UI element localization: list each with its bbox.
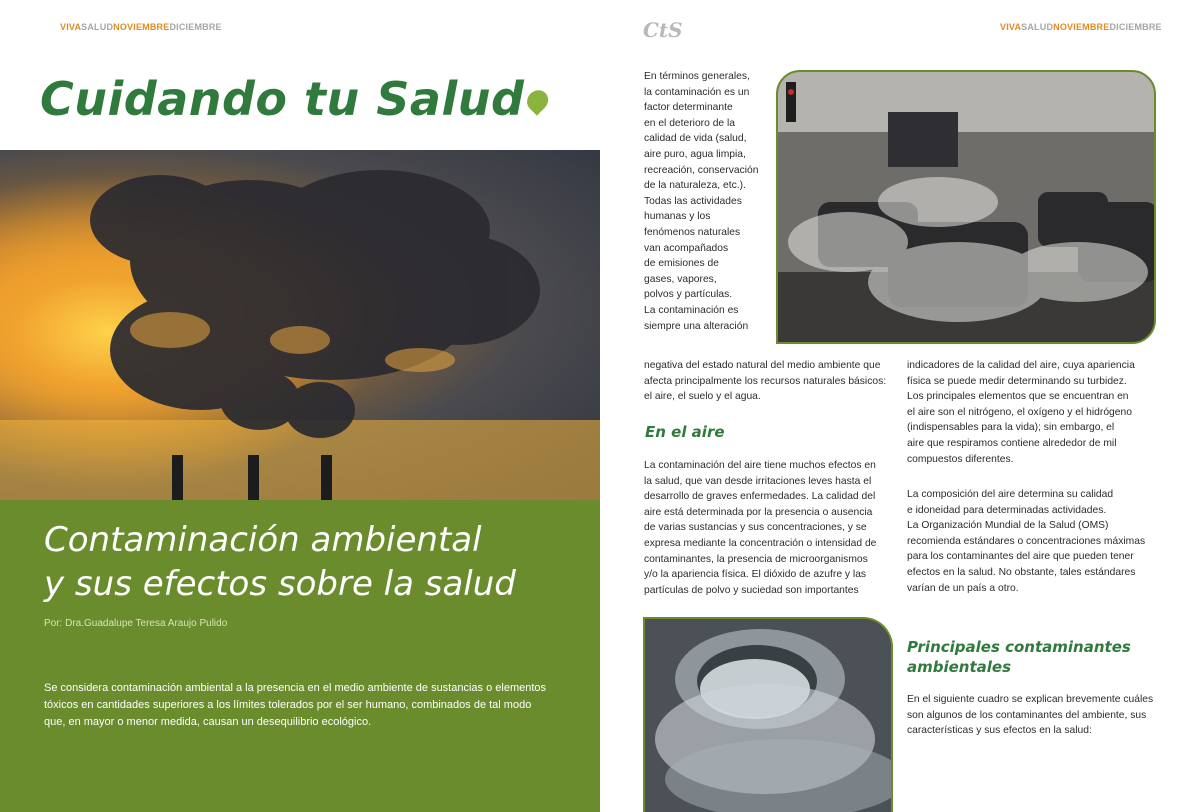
text-line: La Organización Mundial de la Salud (OMS)	[907, 520, 1109, 532]
subhead-principales-line2: ambientales	[907, 658, 1012, 676]
text-line: Todas las actividades	[644, 195, 742, 207]
header-tag-right	[1000, 22, 1162, 32]
tag-diciembre: DICIEMBRE	[1109, 22, 1162, 32]
intro-line: que, en mayor o menor medida, causan un desequilibrio ecológico.	[44, 716, 372, 728]
tag-noviembre: NOVIEMBRE	[113, 22, 170, 32]
text-line: de emisiones de	[644, 258, 719, 270]
text-line: aire puro, agua limpia,	[644, 148, 746, 160]
col-top-text	[644, 69, 772, 334]
article-title-line2: y sus efectos sobre la salud	[44, 564, 516, 604]
subhead-principales-line1: Principales contaminantes	[907, 638, 1131, 656]
text-line: afecta principalmente los recursos naturales básicos:	[644, 375, 887, 387]
smokestacks-illustration	[0, 150, 600, 500]
byline: Por: Dra.Guadalupe Teresa Araujo Pulido	[44, 618, 228, 629]
exhaust-pipe-illustration	[645, 619, 893, 812]
text-line: para los contaminantes del aire que pueden tener	[907, 551, 1134, 563]
text-line: el aire son el nitrógeno, el oxígeno y el hidrógeno	[907, 406, 1132, 418]
subhead-en-el-aire: En el aire	[645, 423, 725, 441]
text-line: partículas de polvo y suciedad son importantes	[644, 584, 859, 596]
col-right-text-b	[907, 487, 1167, 596]
col-left-text	[644, 358, 894, 405]
intro-line: Se considera contaminación ambiental a la presencia en el medio ambiente de sustancias o elementos	[44, 682, 547, 694]
section-title-text: Cuidando tu Salud	[40, 72, 525, 126]
tag-viva: VIVA	[1000, 22, 1022, 32]
text-line: La contaminación del aire tiene muchos efectos en	[644, 460, 876, 471]
intro-line: tóxicos en cantidades superiores a los límites tolerados por el ser humano, combinados de tal modo	[44, 699, 532, 711]
text-line: de la naturaleza, etc.).	[644, 180, 746, 192]
text-line: negativa del estado natural del medio ambiente que	[644, 360, 881, 371]
text-line: expresa mediante la concentración o intensidad de	[644, 537, 877, 549]
text-line: (indispensables para la vida); sin embargo, el	[907, 422, 1115, 434]
exhaust-pipe-photo	[643, 617, 893, 812]
tag-diciembre: DICIEMBRE	[169, 22, 222, 32]
article-title	[44, 518, 584, 606]
intro-paragraph	[44, 680, 564, 731]
text-line: La composición del aire determina su calidad	[907, 489, 1114, 500]
text-line: e idoneidad para determinadas actividades.	[907, 504, 1107, 516]
text-line: varían de un país a otro.	[907, 582, 1019, 594]
text-line: características y sus efectos en la salud:	[907, 725, 1092, 737]
text-line: en el deterioro de la	[644, 117, 736, 129]
text-line: contaminantes, la presencia de microorganismos	[644, 553, 868, 565]
text-line: efectos en la salud. No obstante, tales estándares	[907, 566, 1136, 578]
section-title	[40, 72, 550, 126]
text-line: En términos generales,	[644, 71, 750, 82]
text-line: indicadores de la calidad del aire, cuya apariencia	[907, 360, 1135, 371]
text-line: siempre una alteración	[644, 320, 749, 332]
text-line: el aire, el suelo y el agua.	[644, 391, 761, 403]
tag-viva: VIVA	[60, 22, 82, 32]
text-line: desarrollo de graves enfermedades. La calidad del	[644, 491, 876, 503]
text-line: recomienda estándares o concentraciones máximas	[907, 535, 1146, 547]
col-final-text	[907, 692, 1177, 739]
traffic-photo	[776, 70, 1156, 344]
text-line: Los principales elementos que se encuentran en	[907, 391, 1129, 403]
tag-noviembre: NOVIEMBRE	[1053, 22, 1110, 32]
text-line: calidad de vida (salud,	[644, 133, 747, 145]
tag-salud: SALUD	[81, 22, 114, 32]
text-line: La contaminación es	[644, 304, 739, 316]
tag-salud: SALUD	[1021, 22, 1054, 32]
text-line: y/o la apariencia física. El dióxido de azufre y las	[644, 569, 867, 581]
header-tag-left	[60, 22, 222, 32]
text-line: de varias sustancias y sus concentraciones, y se	[644, 522, 867, 534]
text-line: fenómenos naturales	[644, 226, 741, 238]
text-line: la contaminación es un	[644, 86, 750, 98]
text-line: recreación, conservación	[644, 164, 759, 176]
smokestacks-photo	[0, 150, 600, 500]
col-right-text-a	[907, 358, 1167, 467]
text-line: van acompañados	[644, 242, 729, 254]
text-line: gases, vapores,	[644, 273, 717, 285]
text-line: aire que respiramos contiene alrededor de mil	[907, 437, 1117, 449]
text-line: compuestos diferentes.	[907, 453, 1014, 465]
cts-logo: CtS	[643, 18, 683, 42]
text-line: aire está determinada por la presencia o ausencia	[644, 506, 873, 518]
article-title-line1: Contaminación ambiental	[44, 520, 482, 560]
subhead-principales	[907, 637, 1131, 677]
text-line: polvos y partículas.	[644, 289, 733, 301]
heart-icon	[523, 86, 553, 116]
text-line: En el siguiente cuadro se explican brevemente cuáles	[907, 694, 1154, 705]
text-line: son algunos de los contaminantes del ambiente, sus	[907, 709, 1147, 721]
text-line: factor determinante	[644, 102, 733, 114]
col-aire-text	[644, 458, 894, 598]
text-line: física se puede medir determinando su turbidez.	[907, 375, 1127, 387]
text-line: la salud, que van desde irritaciones leves hasta el	[644, 475, 872, 487]
traffic-illustration	[778, 72, 1156, 344]
text-line: humanas y los	[644, 211, 711, 223]
